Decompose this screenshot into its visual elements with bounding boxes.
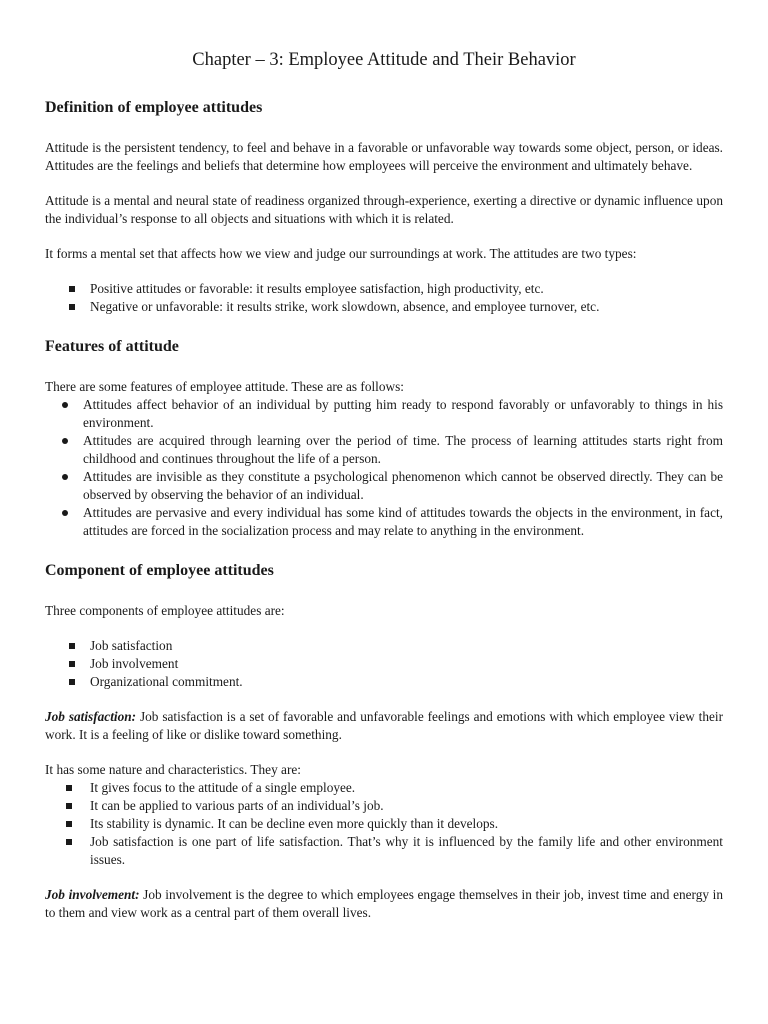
list-item: It can be applied to various parts of an individual’s job. xyxy=(45,797,723,815)
list-item: Attitudes are acquired through learning over the period of time. The process of learning attitudes starts right from childhood and continues throughout the life of a person. xyxy=(45,432,723,468)
list-item: It gives focus to the attitude of a single employee. xyxy=(45,779,723,797)
square-bullet-icon xyxy=(69,661,75,667)
round-bullet-icon xyxy=(62,438,68,444)
job-involvement-paragraph: Job involvement: Job involvement is the degree to which employees engage themselves in their job, invest time and energy in to them and view work as a central part of them overall lives. xyxy=(45,887,724,920)
square-bullet-icon xyxy=(66,821,72,827)
square-bullet-icon xyxy=(66,839,72,845)
list-item: Negative or unfavorable: it results strike, work slowdown, absence, and employee turnover, etc. xyxy=(45,298,723,316)
square-bullet-icon xyxy=(69,286,75,292)
square-bullet-icon xyxy=(66,803,72,809)
features-list xyxy=(45,396,723,540)
nature-list xyxy=(45,779,723,869)
list-item: Organizational commitment. xyxy=(45,673,723,691)
chapter-title: Chapter – 3: Employee Attitude and Their Behavior xyxy=(192,50,576,70)
job-satisfaction-paragraph: Job satisfaction: Job satisfaction is a set of favorable and unfavorable feelings and emotions with which employee view their work. It is a feeling of like or dislike toward something. xyxy=(45,709,723,742)
paragraph: It has some nature and characteristics. They are: xyxy=(45,762,301,777)
round-bullet-icon xyxy=(62,474,68,480)
job-satisfaction-label: Job satisfaction: xyxy=(45,709,137,724)
attitude-types-list xyxy=(45,280,723,316)
square-bullet-icon xyxy=(66,785,72,791)
list-item: Attitudes are invisible as they constitute a psychological phenomenon which cannot be observed directly. They can be observed by observing the behavior of an individual. xyxy=(45,468,723,504)
round-bullet-icon xyxy=(62,402,68,408)
list-item: Attitudes affect behavior of an individual by putting him ready to respond favorably or unfavorably to things in his environment. xyxy=(45,396,723,432)
square-bullet-icon xyxy=(69,304,75,310)
square-bullet-icon xyxy=(69,679,75,685)
section-heading-components: Component of employee attitudes xyxy=(45,562,274,579)
list-item: Positive attitudes or favorable: it results employee satisfaction, high productivity, etc. xyxy=(45,280,723,298)
section-heading-definition: Definition of employee attitudes xyxy=(45,99,263,116)
square-bullet-icon xyxy=(69,643,75,649)
list-item: Its stability is dynamic. It can be decline even more quickly than it develops. xyxy=(45,815,723,833)
paragraph: There are some features of employee attitude. These are as follows: xyxy=(45,379,404,394)
round-bullet-icon xyxy=(62,510,68,516)
paragraph: Attitude is the persistent tendency, to feel and behave in a favorable or unfavorable way towards some object, person, or ideas. Attitudes are the feelings and beliefs that determine how employees will perceive the environment and ultimately behave. xyxy=(45,140,723,173)
section-heading-features: Features of attitude xyxy=(45,338,179,355)
components-list xyxy=(45,637,723,691)
paragraph: It forms a mental set that affects how we view and judge our surroundings at work. The attitudes are two types: xyxy=(45,246,637,261)
list-item: Job satisfaction is one part of life satisfaction. That’s why it is influenced by the family life and other environment issues. xyxy=(45,833,723,869)
paragraph: Three components of employee attitudes are: xyxy=(45,603,285,618)
list-item: Attitudes are pervasive and every individual has some kind of attitudes towards the objects in the environment, in fact, attitudes are forced in the socialization process and may relate to anything in the environment. xyxy=(45,504,723,540)
list-item: Job satisfaction xyxy=(45,637,723,655)
paragraph: Attitude is a mental and neural state of readiness organized through-experience, exerting a directive or dynamic influence upon the individual’s response to all objects and situations with which it is related. xyxy=(45,193,723,226)
job-involvement-label: Job involvement: xyxy=(45,887,140,902)
list-item: Job involvement xyxy=(45,655,723,673)
